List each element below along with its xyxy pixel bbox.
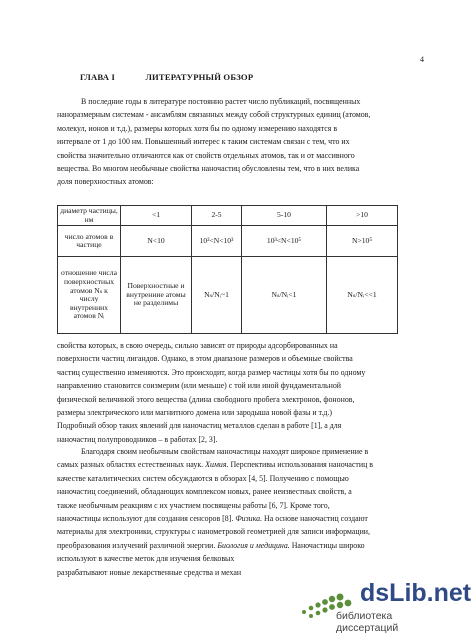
watermark-logo: dsLib.net xyxy=(360,579,471,607)
table-cell: Поверхностные и внутренние атомы не разделимы xyxy=(121,257,192,334)
text-line: материалы для электроники, структуры с нанометровой геометрией для записи информации, xyxy=(57,527,370,537)
text-span: Наночастицы широко xyxy=(289,540,365,550)
text-span: На основе наночастиц создают xyxy=(262,514,368,524)
text-line: свойства значительно отличаются как от свойств отдельных атомов, так и от массивного xyxy=(57,150,355,160)
text-line: Подробный обзор таких явлений для наночастиц металлов сделан в работе [1], а для xyxy=(57,421,342,431)
text-line: разрабатывают новые лекарственные средства и механ xyxy=(57,567,242,577)
table-row xyxy=(58,226,398,257)
table-row xyxy=(58,206,398,226)
table-cell: 10²<N<10³ xyxy=(192,226,242,257)
chapter-title: ЛИТЕРАТУРНЫЙ ОБЗОР xyxy=(145,72,254,82)
text-line xyxy=(57,512,417,525)
text-line: направлению становится соизмерим (или меньше) с той или иной фундаментальной xyxy=(57,381,342,391)
text-line: поверхности частиц лигандов. Однако, в этом диапазоне размеров и объемные свойства xyxy=(57,354,353,364)
table-cell: 2-5 xyxy=(192,206,242,226)
table-cell: 5-10 xyxy=(242,206,327,226)
table-cell: диаметр частицы, нм xyxy=(58,206,121,226)
text-line: Благодаря своим необычным свойствам наночастицы находят широкое применение в xyxy=(81,447,369,456)
text-span: самых разных областях естественных наук. xyxy=(57,460,206,470)
table-cell: N<10 xyxy=(121,226,192,257)
chapter-heading xyxy=(80,72,253,82)
table-cell: <1 xyxy=(121,206,192,226)
text-line: наночастиц полупроводников – в работах [2, 3]. xyxy=(57,434,218,444)
text-line: частиц существенно изменяются. Это происходит, когда размер частицы хотя бы по одному xyxy=(57,367,366,377)
page-number: 4 xyxy=(420,55,424,64)
table-cell: Nₛ/Nᵢ~1 xyxy=(192,257,242,334)
text-line xyxy=(57,458,417,471)
paragraph-2 xyxy=(57,339,417,446)
paragraph-1 xyxy=(57,95,417,189)
text-line: физической величиной этого вещества (длина свободного пробега электронов, фононов, xyxy=(57,394,355,404)
text-line: используют в качестве меток для изучения белковых xyxy=(57,554,235,564)
table-cell: отношение числа поверхностных атомов Nₛ к числу внутренних атомов Nᵢ xyxy=(58,257,121,334)
text-line: также необычным реакциям с их участием посвящены работы [6, 7]. Кроме того, xyxy=(57,500,330,510)
particle-size-table xyxy=(57,205,398,334)
text-line: молекул, ионов и т.д.), размеры которых хотя бы по одному измерению находятся в xyxy=(57,123,338,133)
table-cell: >10 xyxy=(327,206,398,226)
text-span: наночастицы используют для создания сенсоров [8]. xyxy=(57,514,236,524)
table-cell: N>10⁵ xyxy=(327,226,398,257)
text-line: В последние годы в литературе постоянно растет число публикаций, посвященных xyxy=(81,97,361,106)
table-cell: 10³<N<10⁵ xyxy=(242,226,327,257)
text-line: наноразмерным системам - ансамблям связанных между собой структурных единиц (атомов, xyxy=(57,110,371,120)
watermark-subtitle: библиотека диссертаций xyxy=(336,610,399,634)
table-cell: Nₛ/Nᵢ<<1 xyxy=(327,257,398,334)
text-line: свойства которых, в свою очередь, сильно зависят от природы адсорбированных на xyxy=(57,341,338,350)
table-cell: Nₛ/Nᵢ<1 xyxy=(242,257,327,334)
italic-term: Химия. xyxy=(205,460,229,470)
text-line: интервале от 1 до 100 нм. Повышенный интерес к таким системам связан с тем, что их xyxy=(57,137,350,147)
text-line: наночастиц соединений, обладающих комплексом новых, ранее неизвестных свойств, а xyxy=(57,487,352,497)
text-line: вещества. Во многом необычные свойства наночастиц обусловлены тем, что в них велика xyxy=(57,164,360,174)
italic-term: Биология и медицина. xyxy=(217,540,290,550)
text-span: преобразования излучений различной энергии. xyxy=(57,540,218,550)
paragraph-3 xyxy=(57,445,417,579)
text-line: доля поверхностных атомов: xyxy=(57,177,154,187)
italic-term: Физика. xyxy=(235,514,263,524)
text-span: Перспективы использования наночастиц в xyxy=(228,460,374,470)
text-line: качестве каталитических систем обсуждаются в обзорах [4, 5]. Получению с помощью xyxy=(57,473,349,483)
table-row xyxy=(58,257,398,334)
text-line xyxy=(57,539,417,552)
text-line: размеры электрического или магнитного домена или зародыша новой фазы и т.д.) xyxy=(57,408,332,418)
chapter-label: ГЛАВА I xyxy=(80,72,116,82)
table-cell: число атомов в частице xyxy=(58,226,121,257)
